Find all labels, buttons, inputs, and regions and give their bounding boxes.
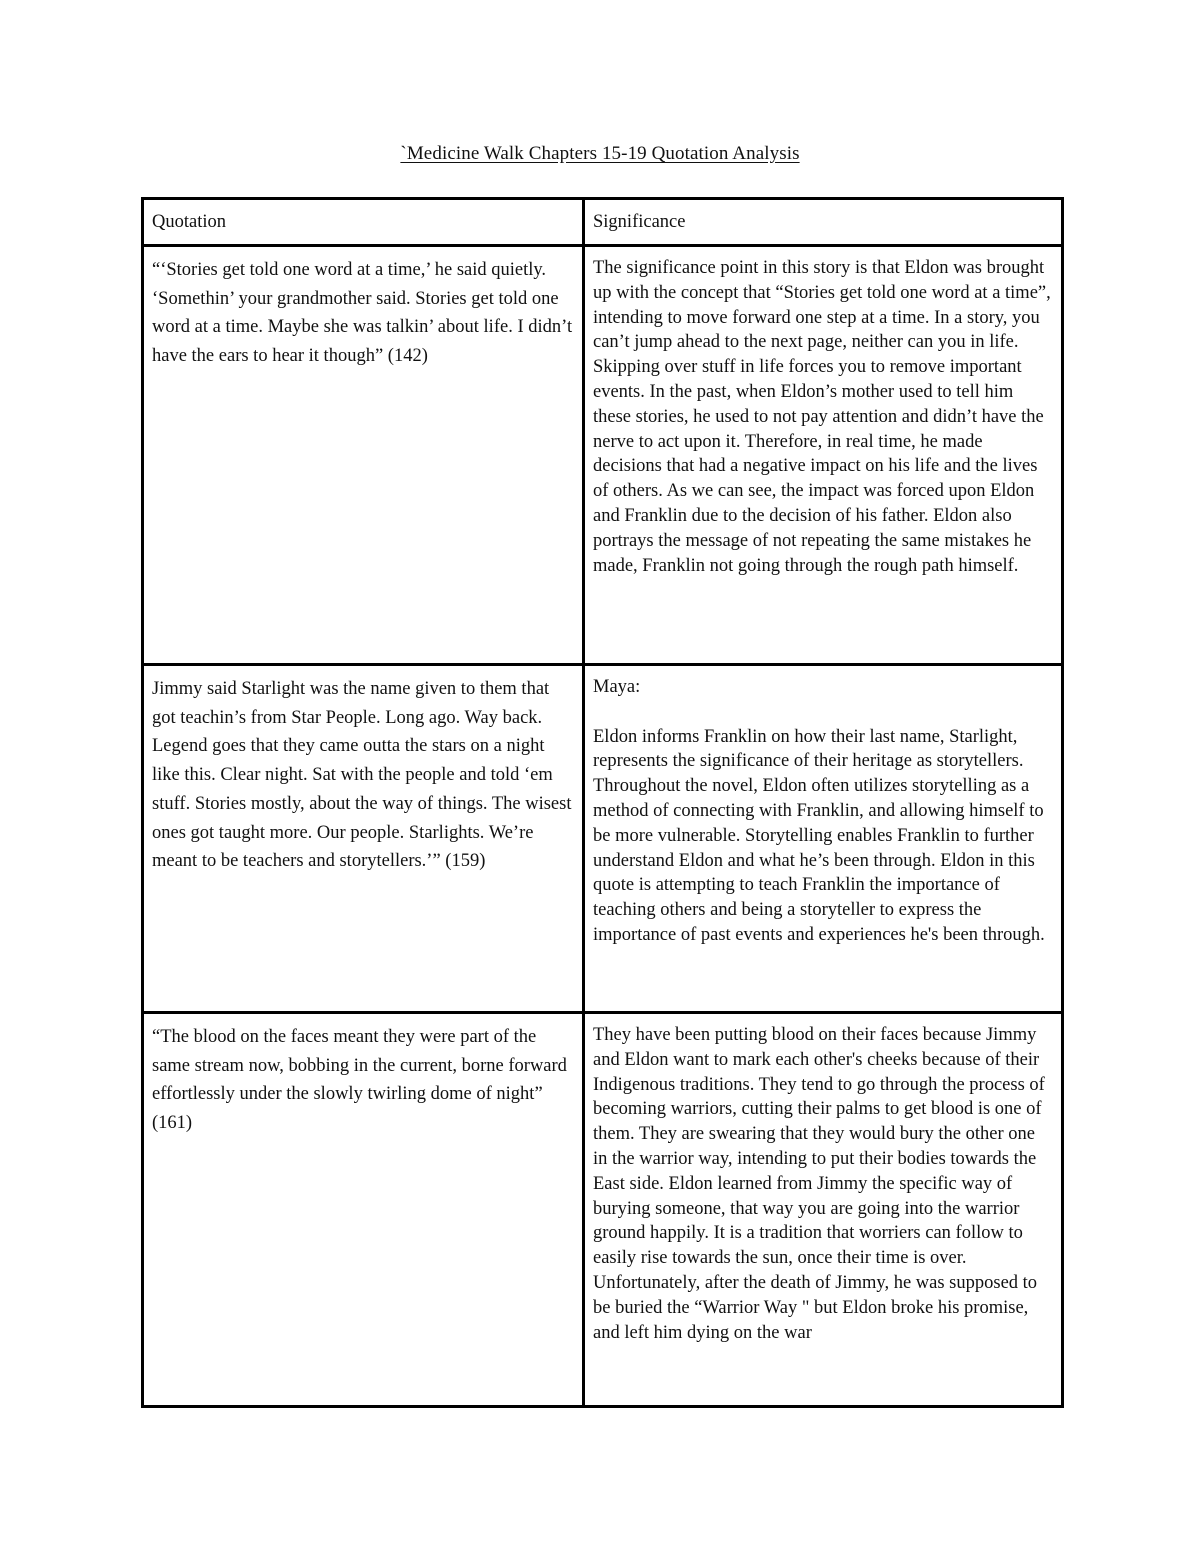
quotation-text: “The blood on the faces meant they were part of the same stream now, bobbing in the current, borne forward effortlessly under the slowly twirling dome of night” (161) <box>152 1027 567 1134</box>
quotation-cell <box>143 665 584 1013</box>
quotation-text: “‘Stories get told one word at a time,’ he said quietly. ‘Somethin’ your grandmother said. Stories get told one word at a time. Maybe she was talkin’ about life. I didn’t have the ears to hear it though” (142) <box>152 260 573 367</box>
header-significance: Significance <box>584 199 1063 246</box>
table-header-row <box>143 199 1063 246</box>
quotation-analysis-table <box>141 197 1064 1408</box>
significance-cell <box>584 1013 1063 1407</box>
author-label: Maya: <box>593 677 641 697</box>
significance-cell <box>584 246 1063 665</box>
table-row <box>143 246 1063 665</box>
quotation-cell <box>143 246 584 665</box>
table-row <box>143 1013 1063 1407</box>
quotation-text: Jimmy said Starlight was the name given to them that got teachin’s from Star People. Long ago. Way back. Legend goes that they came outta the stars on a night like this. Clear night. Sat with the people and told ‘em stuff. Stories mostly, about the way of things. The wisest ones got taught more. Our people. Starlights. We’re meant to be teachers and storytellers.’” (159) <box>152 679 572 872</box>
significance-cell <box>584 665 1063 1013</box>
document-title: `Medicine Walk Chapters 15-19 Quotation Analysis <box>400 143 800 164</box>
quotation-cell <box>143 1013 584 1407</box>
header-quotation: Quotation <box>143 199 584 246</box>
significance-text: The significance point in this story is that Eldon was brought up with the concept that “Stories get told one word at a time”, intending to move forward one step at a time. In a story, you can’t jump ahead to the next page, neither can you in life. Skipping over stuff in life forces you to remove important events. In the past, when Eldon’s mother used to tell him these stories, he used to not pay attention and didn’t have the nerve to act upon it. Therefore, in real time, he made decisions that had a negative impact on his life and the lives of others. As we can see, the impact was forced upon Eldon and Franklin due to the decision of his father. Eldon also portrays the message of not repeating the same mistakes he made, Franklin not going through the rough path himself. <box>593 258 1051 576</box>
table-row <box>143 665 1063 1013</box>
significance-text: They have been putting blood on their faces because Jimmy and Eldon want to mark each other's cheeks because of their Indigenous traditions. They tend to go through the process of becoming warriors, cutting their palms to get blood is one of them. They are swearing that they would bury the other one in the warrior way, intending to put their bodies towards the East side. Eldon learned from Jimmy the specific way of burying someone, that way you are going into the warrior ground happily. It is a tradition that worriers can follow to easily rise towards the sun, once their time is over. Unfortunately, after the death of Jimmy, he was supposed to be buried the “Warrior Way " but Eldon broke his promise, and left him dying on the war <box>593 1025 1045 1343</box>
significance-text: Eldon informs Franklin on how their last name, Starlight, represents the significance of their heritage as storytellers. Throughout the novel, Eldon often utilizes storytelling as a method of connecting with Franklin, and allowing himself to be more vulnerable. Storytelling enables Franklin to further understand Eldon and what he’s been through. Eldon in this quote is attempting to teach Franklin the importance of teaching others and being a storyteller to express the importance of past events and experiences he's been through. <box>593 726 1045 945</box>
